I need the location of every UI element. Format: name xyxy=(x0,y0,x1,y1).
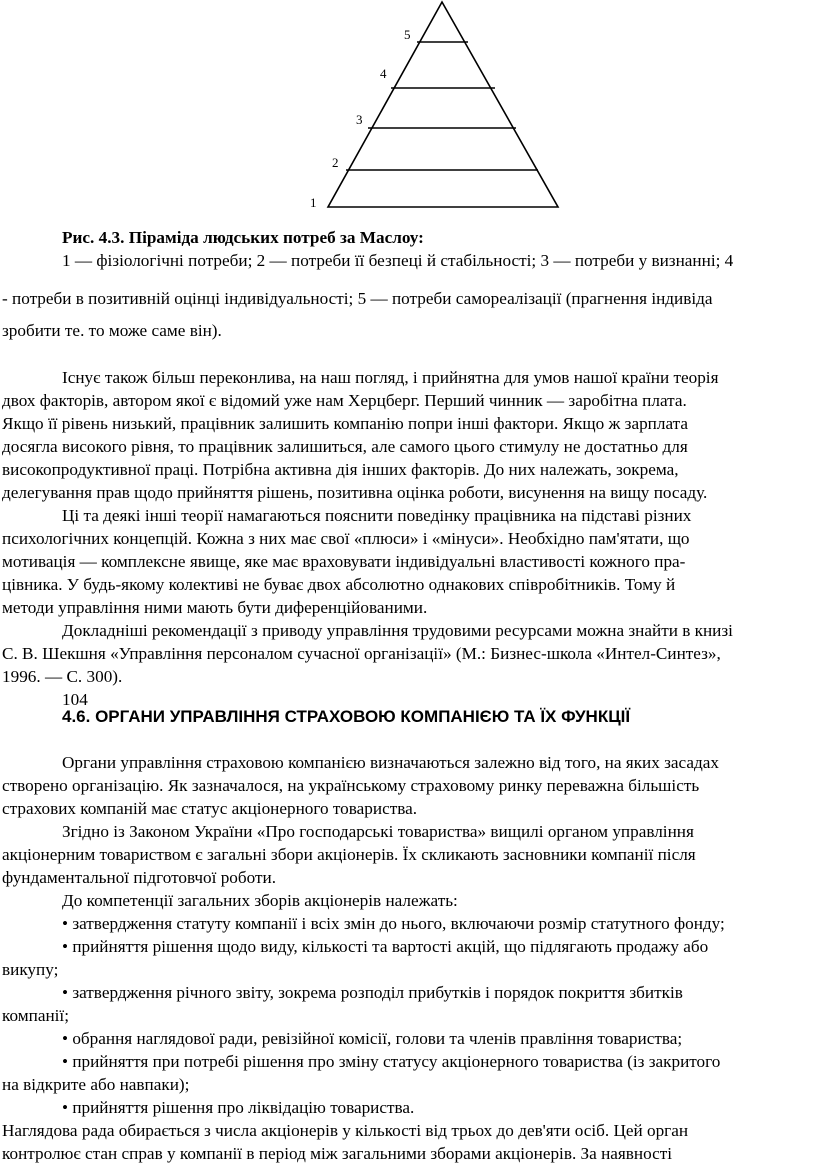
maslow-pyramid-diagram xyxy=(300,0,570,215)
text-line: Існує також більш переконлива, на наш погляд, і прийнятна для умов нашої країни теорія xyxy=(62,368,719,387)
text-line: контролює стан справ у компанії в період між загальними зборами акціонерів. За наявності xyxy=(2,1144,673,1163)
pyramid-label-5: 5 xyxy=(404,27,411,42)
text-line: компанії; xyxy=(2,1006,69,1025)
text-line: двох факторів, автором якої є відомий уже нам Херцберг. Перший чинник — заробітна плата. xyxy=(2,391,687,410)
text-line: на відкрите або навпаки); xyxy=(2,1075,190,1094)
text-line: методи управління ними мають бути диференційованими. xyxy=(2,598,428,617)
text-line: Ці та деякі інші теорії намагаються пояснити поведінку працівника на підставі різних xyxy=(62,506,692,525)
text-line: Наглядова рада обирається з числа акціонерів у кількості від трьох до дев'яти осіб. Цей орган xyxy=(2,1121,689,1140)
text-line: Органи управління страховою компанією визначаються залежно від того, на яких засадах xyxy=(62,753,719,772)
text-line: страхових компаній має статус акціонерного товариства. xyxy=(2,799,418,818)
text-line: досягла високого рівня, то працівник залишиться, але самого цього стимулу не достатньо для xyxy=(2,437,688,456)
pyramid-outline xyxy=(328,2,558,207)
text-line: Якщо її рівень низький, працівник залишить компанію попри інші фактори. Якщо ж зарплата xyxy=(2,414,688,433)
text-line: фундаментальної підготовчої роботи. xyxy=(2,868,277,887)
text-line: викупу; xyxy=(2,960,59,979)
text-line: Докладніші рекомендації з приводу управління трудовими ресурсами можна знайти в книзі xyxy=(62,621,733,640)
text-line: створено організацію. Як зазначалося, на українському страховому ринку переважна більшість xyxy=(2,776,700,795)
text-line: Згідно із Законом України «Про господарські товариства» вищилі органом управління xyxy=(62,822,694,841)
text-line: акціонерним товариством є загальні збори акціонерів. Їх скликають засновники компанії після xyxy=(2,845,696,864)
text-line: цівника. У будь-якому колективі не буває двох абсолютно однакових співробітників. Тому й xyxy=(2,575,676,594)
section-heading: 4.6. ОРГАНИ УПРАВЛІННЯ СТРАХОВОЮ КОМПАНІЄЮ ТА ЇХ ФУНКЦІЇ xyxy=(62,707,631,726)
text-line: До компетенції загальних зборів акціонерів належать: xyxy=(62,891,458,910)
text-section-governance xyxy=(0,751,816,1165)
text-line: високопродуктивної праці. Потрібна активна дія інших факторів. До них належать, зокрема, xyxy=(2,460,679,479)
figure-caption-line: 1 — фізіологічні потреби; 2 — потреби її безпеці й стабільності; 3 — потреби у визнанні; 4 xyxy=(62,251,734,270)
text-line: делегування прав щодо прийняття рішень, позитивна оцінка роботи, висунення на вищу посаду. xyxy=(2,483,708,502)
list-item: • прийняття рішення про ліквідацію товариства. xyxy=(62,1098,415,1117)
text-line: мотивація — комплексне явище, яке має враховувати індивідуальні властивості кожного пра- xyxy=(2,552,686,571)
figure-caption-line: зробити те. то може саме він). xyxy=(2,321,222,340)
list-item: • затвердження статуту компанії і всіх змін до нього, включаючи розмір статутного фонду; xyxy=(62,914,725,933)
list-item: • прийняття при потребі рішення про зміну статусу акціонерного товариства (із закритого xyxy=(62,1052,721,1071)
pyramid-label-2: 2 xyxy=(332,155,339,170)
list-item: • затвердження річного звіту, зокрема розподіл прибутків і порядок покриття збитків xyxy=(62,983,683,1002)
list-item: • прийняття рішення щодо виду, кількості та вартості акцій, що підлягають продажу або xyxy=(62,937,709,956)
text-line: 1996. — С. 300). xyxy=(2,667,123,686)
list-item: • обрання наглядової ради, ревізійної комісії, голови та членів правління товариства; xyxy=(62,1029,683,1048)
pyramid-label-4: 4 xyxy=(380,66,387,81)
pyramid-label-3: 3 xyxy=(356,112,363,127)
text-section-theories xyxy=(0,366,816,711)
text-line: С. В. Шекшня «Управління персоналом сучасної організації» (М.: Бизнес-школа «Интел-Синтез», xyxy=(2,644,721,663)
pyramid-label-1: 1 xyxy=(310,195,317,210)
figure-caption-line: - потреби в позитивній оцінці індивідуальності; 5 — потреби самореалізації (прагнення індивіда xyxy=(2,289,713,308)
figure-caption-title: Рис. 4.3. Піраміда людських потреб за Маслоу: xyxy=(62,228,424,247)
text-line: психологічних концепцій. Кожна з них має свої «плюси» і «мінуси». Необхідно пам'ятати, що xyxy=(2,529,690,548)
page-number: 104 xyxy=(62,690,88,709)
